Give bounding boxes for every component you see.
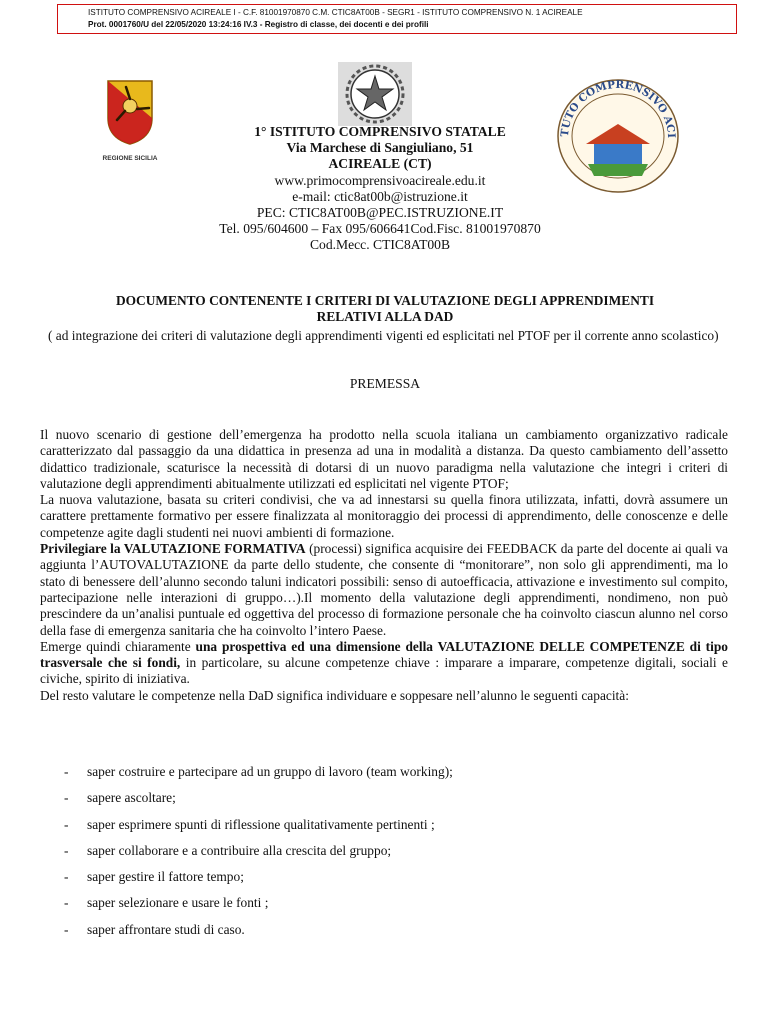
list-dash: -	[64, 895, 69, 911]
paragraph-4	[40, 639, 728, 688]
stamp-line-2: Prot. 0001760/U del 22/05/2020 13:24:16 IV.3 - Registro di classe, dei docenti e dei profili	[88, 20, 429, 29]
list-item	[40, 817, 730, 843]
list-dash: -	[64, 842, 69, 858]
list-item	[40, 790, 730, 816]
paragraph-3	[40, 541, 728, 639]
school-phone: Tel. 095/604600 – Fax 095/606641Cod.Fisc. 81001970870	[219, 221, 541, 237]
paragraph-4-text: in particolare, su alcune competenze chiave : imparare a imparare, competenze digitali, sociali e civiche, spirito di iniziativa.	[40, 655, 728, 687]
school-address: Via Marchese di Sangiuliano, 51	[286, 140, 474, 156]
list-item-text: saper esprimere spunti di riflessione qualitativamente pertinenti ;	[87, 816, 435, 832]
document-subtitle: ( ad integrazione dei criteri di valutazione degli apprendimenti vigenti ed esplicitati nel PTOF per il corrente anno scolastico)	[48, 328, 719, 343]
paragraph-4-bold: una prospettiva ed una dimensione della VALUTAZIONE DELLE COMPETENZE di tipo trasversale che si fondi,	[40, 638, 728, 671]
list-item-text: saper affrontare studi di caso.	[87, 921, 245, 937]
list-dash: -	[64, 816, 69, 832]
school-name: 1° ISTITUTO COMPRENSIVO STATALE	[254, 124, 506, 139]
title-line-2: RELATIVI ALLA DAD	[316, 308, 454, 324]
list-item	[40, 895, 730, 921]
list-item-text: saper costruire e partecipare ad un gruppo di lavoro (team working);	[87, 764, 453, 779]
title-line-1: DOCUMENTO CONTENENTE I CRITERI DI VALUTAZIONE DEGLI APPRENDIMENTI	[115, 293, 655, 308]
list-item-text: saper selezionare e usare le fonti ;	[87, 895, 269, 911]
paragraph-4-start: Emerge quindi chiaramente	[40, 638, 196, 654]
italian-emblem	[338, 62, 412, 131]
school-website: www.primocomprensivoacireale.edu.it	[274, 172, 486, 188]
list-item-text: saper gestire il fattore tempo;	[87, 869, 244, 885]
protocol-stamp	[57, 4, 737, 34]
document-title	[40, 293, 730, 324]
list-item	[40, 869, 730, 895]
list-dash: -	[64, 790, 69, 806]
paragraph-1: Il nuovo scenario di gestione dell’emergenza ha prodotto nella scuola italiana un cambiamento organizzativo radicale caratterizzato dal passaggio da una didattica in presenza ad una in modalità a distanza. Da questo cambiamento dell’assetto didattico tradizionale, scaturisce la necessità di dotarsi di un nuovo paradigma nella valutazione che integri i criteri di valutazione degli apprendimenti abitualmente utilizzati ed esplicitati nel vigente PTOF;	[40, 427, 728, 491]
paragraph-5: Del resto valutare le competenze nella DaD significa individuare e soppesare nell’alunno le seguenti capacità:	[40, 687, 629, 703]
svg-text:1° ISTITUTO COMPRENSIVO ACIREA: TUTO COMPRENSIVO ACI	[558, 78, 678, 139]
school-pec: PEC: CTIC8AT00B@PEC.ISTRUZIONE.IT	[256, 205, 504, 221]
list-dash: -	[64, 869, 69, 885]
school-mecc-code: Cod.Mecc. CTIC8AT00B	[309, 237, 451, 253]
list-item-text: saper collaborare e a contribuire alla crescita del gruppo;	[87, 842, 392, 858]
school-email: e-mail: ctic8at00b@istruzione.it	[292, 188, 468, 204]
italian-republic-emblem-icon	[338, 62, 412, 126]
list-item-text: sapere ascoltare;	[87, 790, 176, 806]
school-city: ACIREALE (CT)	[328, 156, 432, 172]
list-item	[40, 843, 730, 869]
stamp-line-1: ISTITUTO COMPRENSIVO ACIREALE I - C.F. 81001970870 C.M. CTIC8AT00B - SEGR1 - ISTITUTO COMPRENSIVO N. 1 ACIREALE	[88, 8, 583, 17]
list-dash: -	[64, 764, 69, 779]
region-caption: REGIONE SICILIA	[102, 155, 158, 162]
paragraph-3-text: (processi) significa acquisire dei FEEDBACK da parte del docente ai quali va aggiunta l’AUTOVALUTAZIONE da parte dello studente, che consente di “monitorare”, non solo gli apprendimenti, ma lo stato di benessere dell’alunno secondo taluni indicatori possibili: senso di autoefficacia, attivazione e investimento sul compito, partecipazione nelle interazioni di gruppo…).Il momento della valutazione degli apprendimenti, nondimeno, non può prescindere da un’analisi puntuale ed oggettiva del processo di formazione personale che ha coinvolto ciascun alunno nel corso della fase di emergenza sanitaria che ha coinvolto l’intero Paese.	[40, 541, 728, 638]
list-item	[40, 764, 730, 790]
paragraph-2: La nuova valutazione, basata su criteri condivisi, che va ad innestarsi su quella finora utilizzata, infatti, dovrà assumere un carattere prettamente formativo per essere finalizzata al monitoraggio dei processi di apprendimento, delle conoscenze e delle competenze agite dagli studenti nei nuovi ambienti di formazione.	[40, 492, 728, 540]
list-item	[40, 922, 730, 948]
skills-list	[40, 764, 730, 948]
document-body	[40, 427, 728, 704]
school-header	[100, 124, 660, 254]
list-dash: -	[64, 921, 69, 937]
paragraph-3-bold: Privilegiare la VALUTAZIONE FORMATIVA	[40, 541, 306, 557]
section-heading: PREMESSA	[349, 376, 421, 391]
